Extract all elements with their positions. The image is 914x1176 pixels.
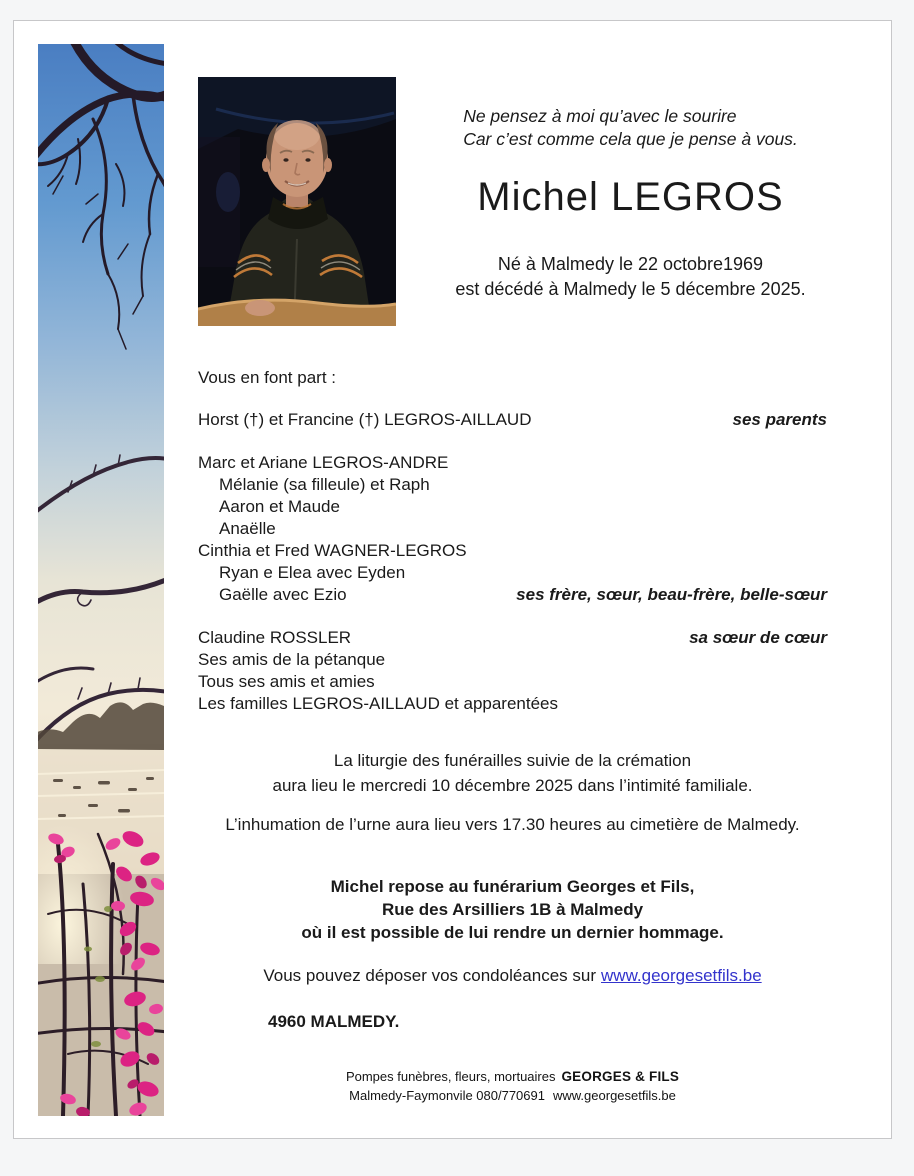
family-line: Gaëlle avec Ezio	[219, 585, 347, 604]
family-line: Les familles LEGROS-AILLAUD et apparentées	[198, 694, 559, 713]
condolences-line	[198, 965, 827, 987]
header-text	[396, 77, 827, 326]
family-siblings-block	[198, 452, 827, 606]
quote-line-1: Ne pensez à moi qu’avec le sourire	[463, 106, 737, 126]
condolences-text: Vous pouvez déposer vos condoléances sur	[263, 966, 597, 985]
card-content	[198, 77, 827, 1105]
liturgy-announcement	[198, 748, 827, 798]
funeral-home-website: www.georgesetfils.be	[552, 1088, 676, 1103]
family-line: Marc et Ariane LEGROS-ANDRE	[198, 453, 449, 472]
funeral-home-line-1	[198, 1067, 827, 1086]
family-siblings-last-row	[198, 584, 827, 606]
funeral-home-brand: GEORGES & FILS	[561, 1069, 680, 1084]
funeral-home-services: Pompes funèbres, fleurs, mortuaires	[345, 1069, 556, 1084]
quote-line-2: Car c’est comme cela que je pense à vous.	[463, 129, 798, 150]
sidebar-nature-photo	[38, 44, 164, 1116]
family-line: Mélanie (sa filleule) et Raph	[219, 475, 430, 494]
heart-sister-name: Claudine ROSSLER	[198, 628, 352, 647]
liturgy-line-1: La liturgie des funérailles suivie de la crémation	[333, 751, 692, 770]
inhumation-announcement: L’inhumation de l’urne aura lieu vers 17.30 heures au cimetière de Malmedy.	[225, 815, 800, 834]
family-line: Cinthia et Fred WAGNER-LEGROS	[198, 541, 467, 560]
sidebar-nature-photo-graphic	[38, 44, 164, 1116]
repose-line-2: Rue des Arsilliers 1B à Malmedy	[381, 900, 644, 919]
deceased-portrait-photo	[198, 77, 396, 326]
family-line: Tous ses amis et amies	[198, 672, 375, 691]
family-line: Ses amis de la pétanque	[198, 650, 386, 669]
card-header	[198, 77, 827, 326]
repose-line-1: Michel repose au funérarium Georges et Fils,	[330, 877, 695, 896]
funeral-home-footer	[198, 1067, 827, 1105]
announcement-intro: Vous en font part :	[198, 368, 336, 387]
death-line: est décédé à Malmedy le 5 décembre 2025.	[455, 279, 806, 300]
life-dates	[455, 252, 805, 302]
liturgy-line-2: aura lieu le mercredi 10 décembre 2025 dans l’intimité familiale.	[272, 776, 753, 795]
family-line: Aaron et Maude	[219, 497, 340, 516]
parents-names: Horst (†) et Francine (†) LEGROS-AILLAUD	[198, 410, 532, 429]
deceased-name: Michel LEGROS	[477, 175, 784, 220]
heart-sister-relation-label: sa sœur de cœur	[689, 628, 827, 647]
siblings-relation-label: ses frère, sœur, beau-frère, belle-sœur	[516, 585, 827, 604]
birth-line: Né à Malmedy le 22 octobre1969	[497, 254, 764, 275]
family-parents-row	[198, 409, 827, 431]
repose-line-3: où il est possible de lui rendre un dernier hommage.	[301, 923, 724, 942]
postal-city: 4960 MALMEDY.	[268, 1012, 400, 1031]
memorial-card-page	[13, 20, 892, 1139]
funeral-home-phone: Malmedy-Faymonvile 080/770691	[349, 1088, 545, 1103]
memorial-quote	[463, 105, 798, 151]
condolences-website-link[interactable]: www.georgesetfils.be	[601, 966, 762, 985]
funeral-home-line-2	[198, 1086, 827, 1105]
family-line: Anaëlle	[219, 519, 276, 538]
family-line: Ryan e Elea avec Eyden	[219, 563, 406, 582]
parents-relation-label: ses parents	[732, 410, 827, 429]
family-others-block	[198, 649, 827, 715]
deceased-portrait-graphic	[198, 77, 396, 326]
repose-announcement	[198, 875, 827, 944]
family-heart-sister-row	[198, 627, 827, 649]
